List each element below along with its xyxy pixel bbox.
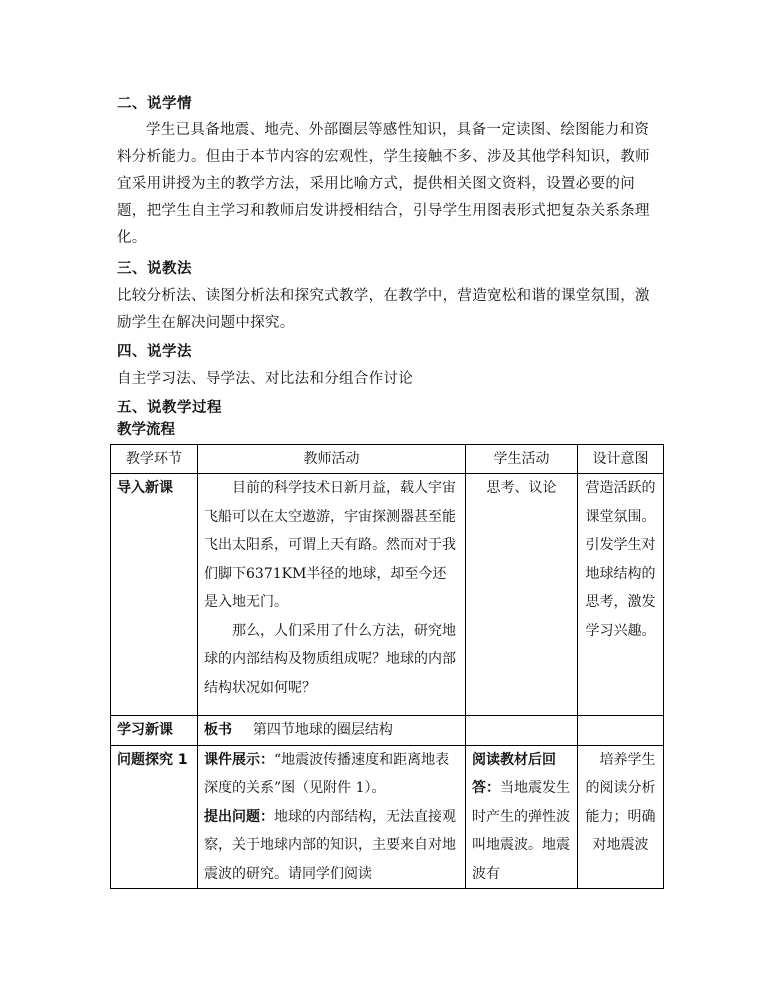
courseware-text: “地震波传播速度和距离地表深度的关系”图（见附件 1）。 bbox=[204, 751, 450, 796]
student-activity-cell bbox=[466, 716, 578, 746]
teaching-flow-table bbox=[110, 444, 664, 889]
question-paragraph bbox=[204, 803, 459, 889]
section-body-learning-method: 自主学习法、导学法、对比法和分组合作讨论 bbox=[117, 371, 413, 387]
header-student-activity: 学生活动 bbox=[466, 445, 578, 474]
table-row bbox=[111, 745, 664, 889]
design-intent-cell: 培养学生的阅读分析能力；明确对地震波 bbox=[578, 745, 664, 889]
table-header-row bbox=[111, 445, 664, 474]
question-text: 地球的内部结构，无法直接观察，关于地球内部的知识，主要来自对地震波的研究。请同学们阅读 bbox=[204, 808, 456, 882]
section-body-learning-situation: 学生已具备地震、地壳、外部圈层等感性知识，具备一定读图、绘图能力和资料分析能力。但由于本节内容的宏观性，学生接触不多、涉及其他学科知识，教师宜采用讲授为主的教学方法，采用比喻方式，提供相关图文资料，设置必要的问题，把学生自主学习和教师启发讲授相结合，引导学生用图表形式把复杂关系条理化。 bbox=[117, 122, 650, 246]
board-label: 板书 bbox=[204, 722, 232, 738]
teacher-activity-cell bbox=[198, 474, 466, 716]
section-heading-learning-method: 四、说学法 bbox=[117, 344, 192, 360]
header-stage: 教学环节 bbox=[111, 445, 198, 474]
table-row bbox=[111, 716, 664, 746]
section-body-teaching-method: 比较分析法、读图分析法和探究式教学，在教学中，营造宽松和谐的课堂氛围，激励学生在解决问题中探究。 bbox=[117, 288, 650, 331]
courseware-paragraph bbox=[204, 746, 459, 803]
student-activity-cell bbox=[466, 745, 578, 889]
section-heading-teaching-method: 三、说教法 bbox=[117, 261, 192, 277]
courseware-label: 课件展示： bbox=[204, 751, 274, 768]
section-heading-teaching-process: 五、说教学过程 bbox=[117, 400, 222, 416]
teacher-paragraph: 那么，人们采用了什么方法，研究地球的内部结构及物质组成呢？地球的内部结构状况如何呢？ bbox=[204, 622, 456, 696]
section-heading-learning-situation: 二、说学情 bbox=[117, 96, 192, 112]
student-activity-cell: 思考、议论 bbox=[466, 474, 578, 716]
teacher-activity-cell bbox=[198, 716, 466, 746]
question-label: 提出问题： bbox=[204, 808, 274, 825]
student-answer-text: 当地震发生时产生的弹性波叫地震波。地震波有 bbox=[472, 780, 570, 882]
board-text: 第四节地球的圈层结构 bbox=[252, 722, 393, 738]
stage-cell: 问题探究 1 bbox=[111, 745, 198, 889]
teacher-paragraph: 目前的科学技术日新月益，载人宇宙飞船可以在太空遨游，宇宙探测器甚至能飞出太阳系，可谓上天有路。然而对于我们脚下6371KM半径的地球，却至今还是入地无门。 bbox=[204, 480, 456, 610]
stage-cell: 学习新课 bbox=[111, 716, 198, 746]
stage-cell: 导入新课 bbox=[111, 474, 198, 716]
student-answer-label: 阅读教材后回答： bbox=[472, 751, 556, 796]
teacher-activity-cell bbox=[198, 745, 466, 889]
table-row bbox=[111, 474, 664, 716]
design-intent-cell: 营造活跃的课堂氛围。引发学生对地球结构的思考，激发学习兴趣。 bbox=[578, 474, 664, 716]
design-intent-cell bbox=[578, 716, 664, 746]
header-teacher-activity: 教师活动 bbox=[198, 445, 466, 474]
teaching-flow-title: 教学流程 bbox=[117, 422, 175, 438]
header-design-intent: 设计意图 bbox=[578, 445, 664, 474]
